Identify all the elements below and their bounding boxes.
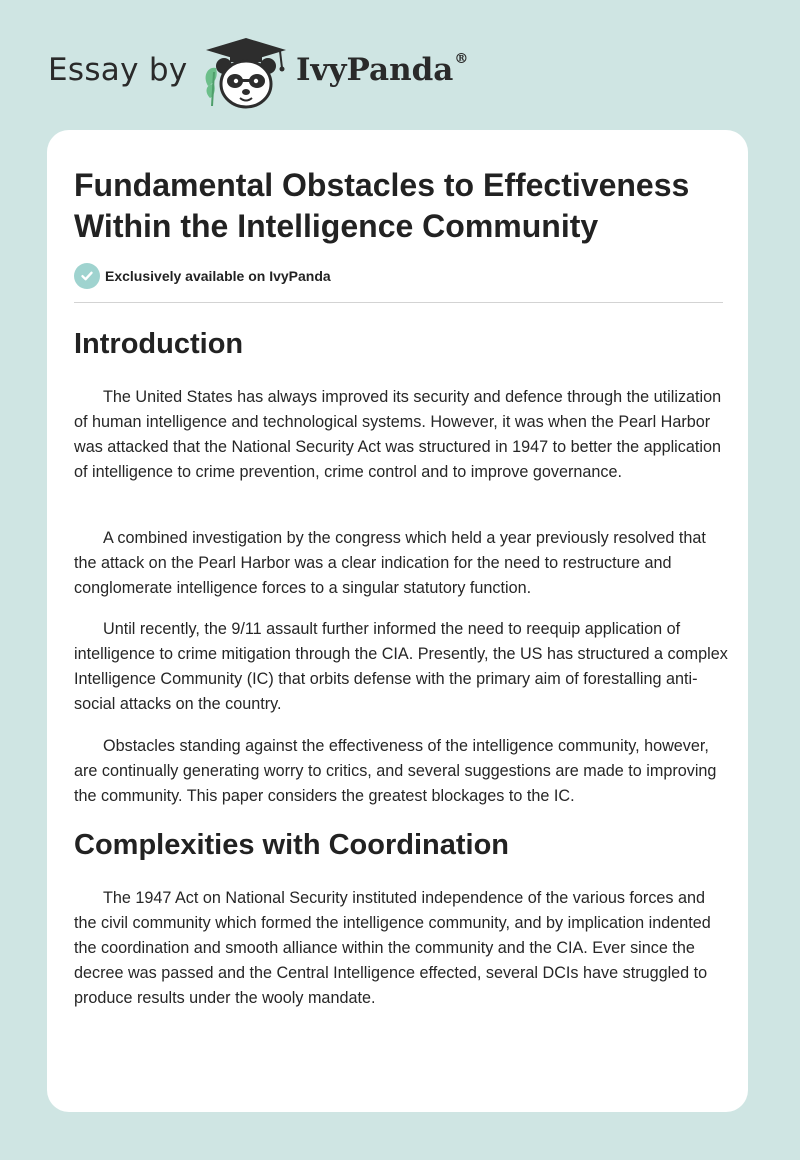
title-divider [74, 302, 723, 303]
panda-graduate-icon [200, 36, 292, 112]
paragraph: The United States has always improved its security and defence through the utilization of human intelligence and technological systems. However, it was when the Pearl Harbor was attacked that the National Security Act was structured in 1947 to better the application of intelligence to crime prevention, crime control and to improve governance. [74, 388, 722, 481]
page-title: Fundamental Obstacles to Effectiveness Within the Intelligence Community [74, 167, 690, 244]
essay-card [47, 130, 748, 1112]
essay-by-label: Essay by [48, 52, 188, 88]
paragraph: Until recently, the 9/11 assault further informed the need to reequip application of intelligence to crime mitigation through the CIA. Presently, the US has structured a complex Intelligence Community (IC) that orbits defense with the primary aim of forestalling anti-social attacks on the country. [74, 620, 728, 713]
check-circle-icon [74, 263, 100, 289]
paragraph: Obstacles standing against the effectiveness of the intelligence community, however, are continually generating worry to critics, and several suggestions are made to improving the community. This paper considers the greatest blockages to the IC. [74, 737, 717, 805]
paragraph: A combined investigation by the congress which held a year previously resolved that the attack on the Pearl Harbor was a clear indication for the need to restructure and conglomerate intelligence forces to a singular statutory function. [74, 529, 706, 597]
section-heading-coordination: Complexities with Coordination [74, 829, 510, 861]
paragraph: The 1947 Act on National Security instituted independence of the various forces and the civil community which formed the intelligence community, and by implication indented the coordination and smooth alliance within the community and the CIA. Ever since the decree was passed and the Central Intelligence effected, several DCIs have struggled to produce results under the wooly mandate. [74, 889, 711, 1007]
exclusive-badge-text: Exclusively available on IvyPanda [105, 268, 331, 284]
section-heading-introduction: Introduction [74, 328, 244, 360]
site-header [48, 30, 548, 120]
brand-name[interactable]: IvyPanda® [296, 50, 469, 88]
exclusive-badge [74, 263, 331, 289]
